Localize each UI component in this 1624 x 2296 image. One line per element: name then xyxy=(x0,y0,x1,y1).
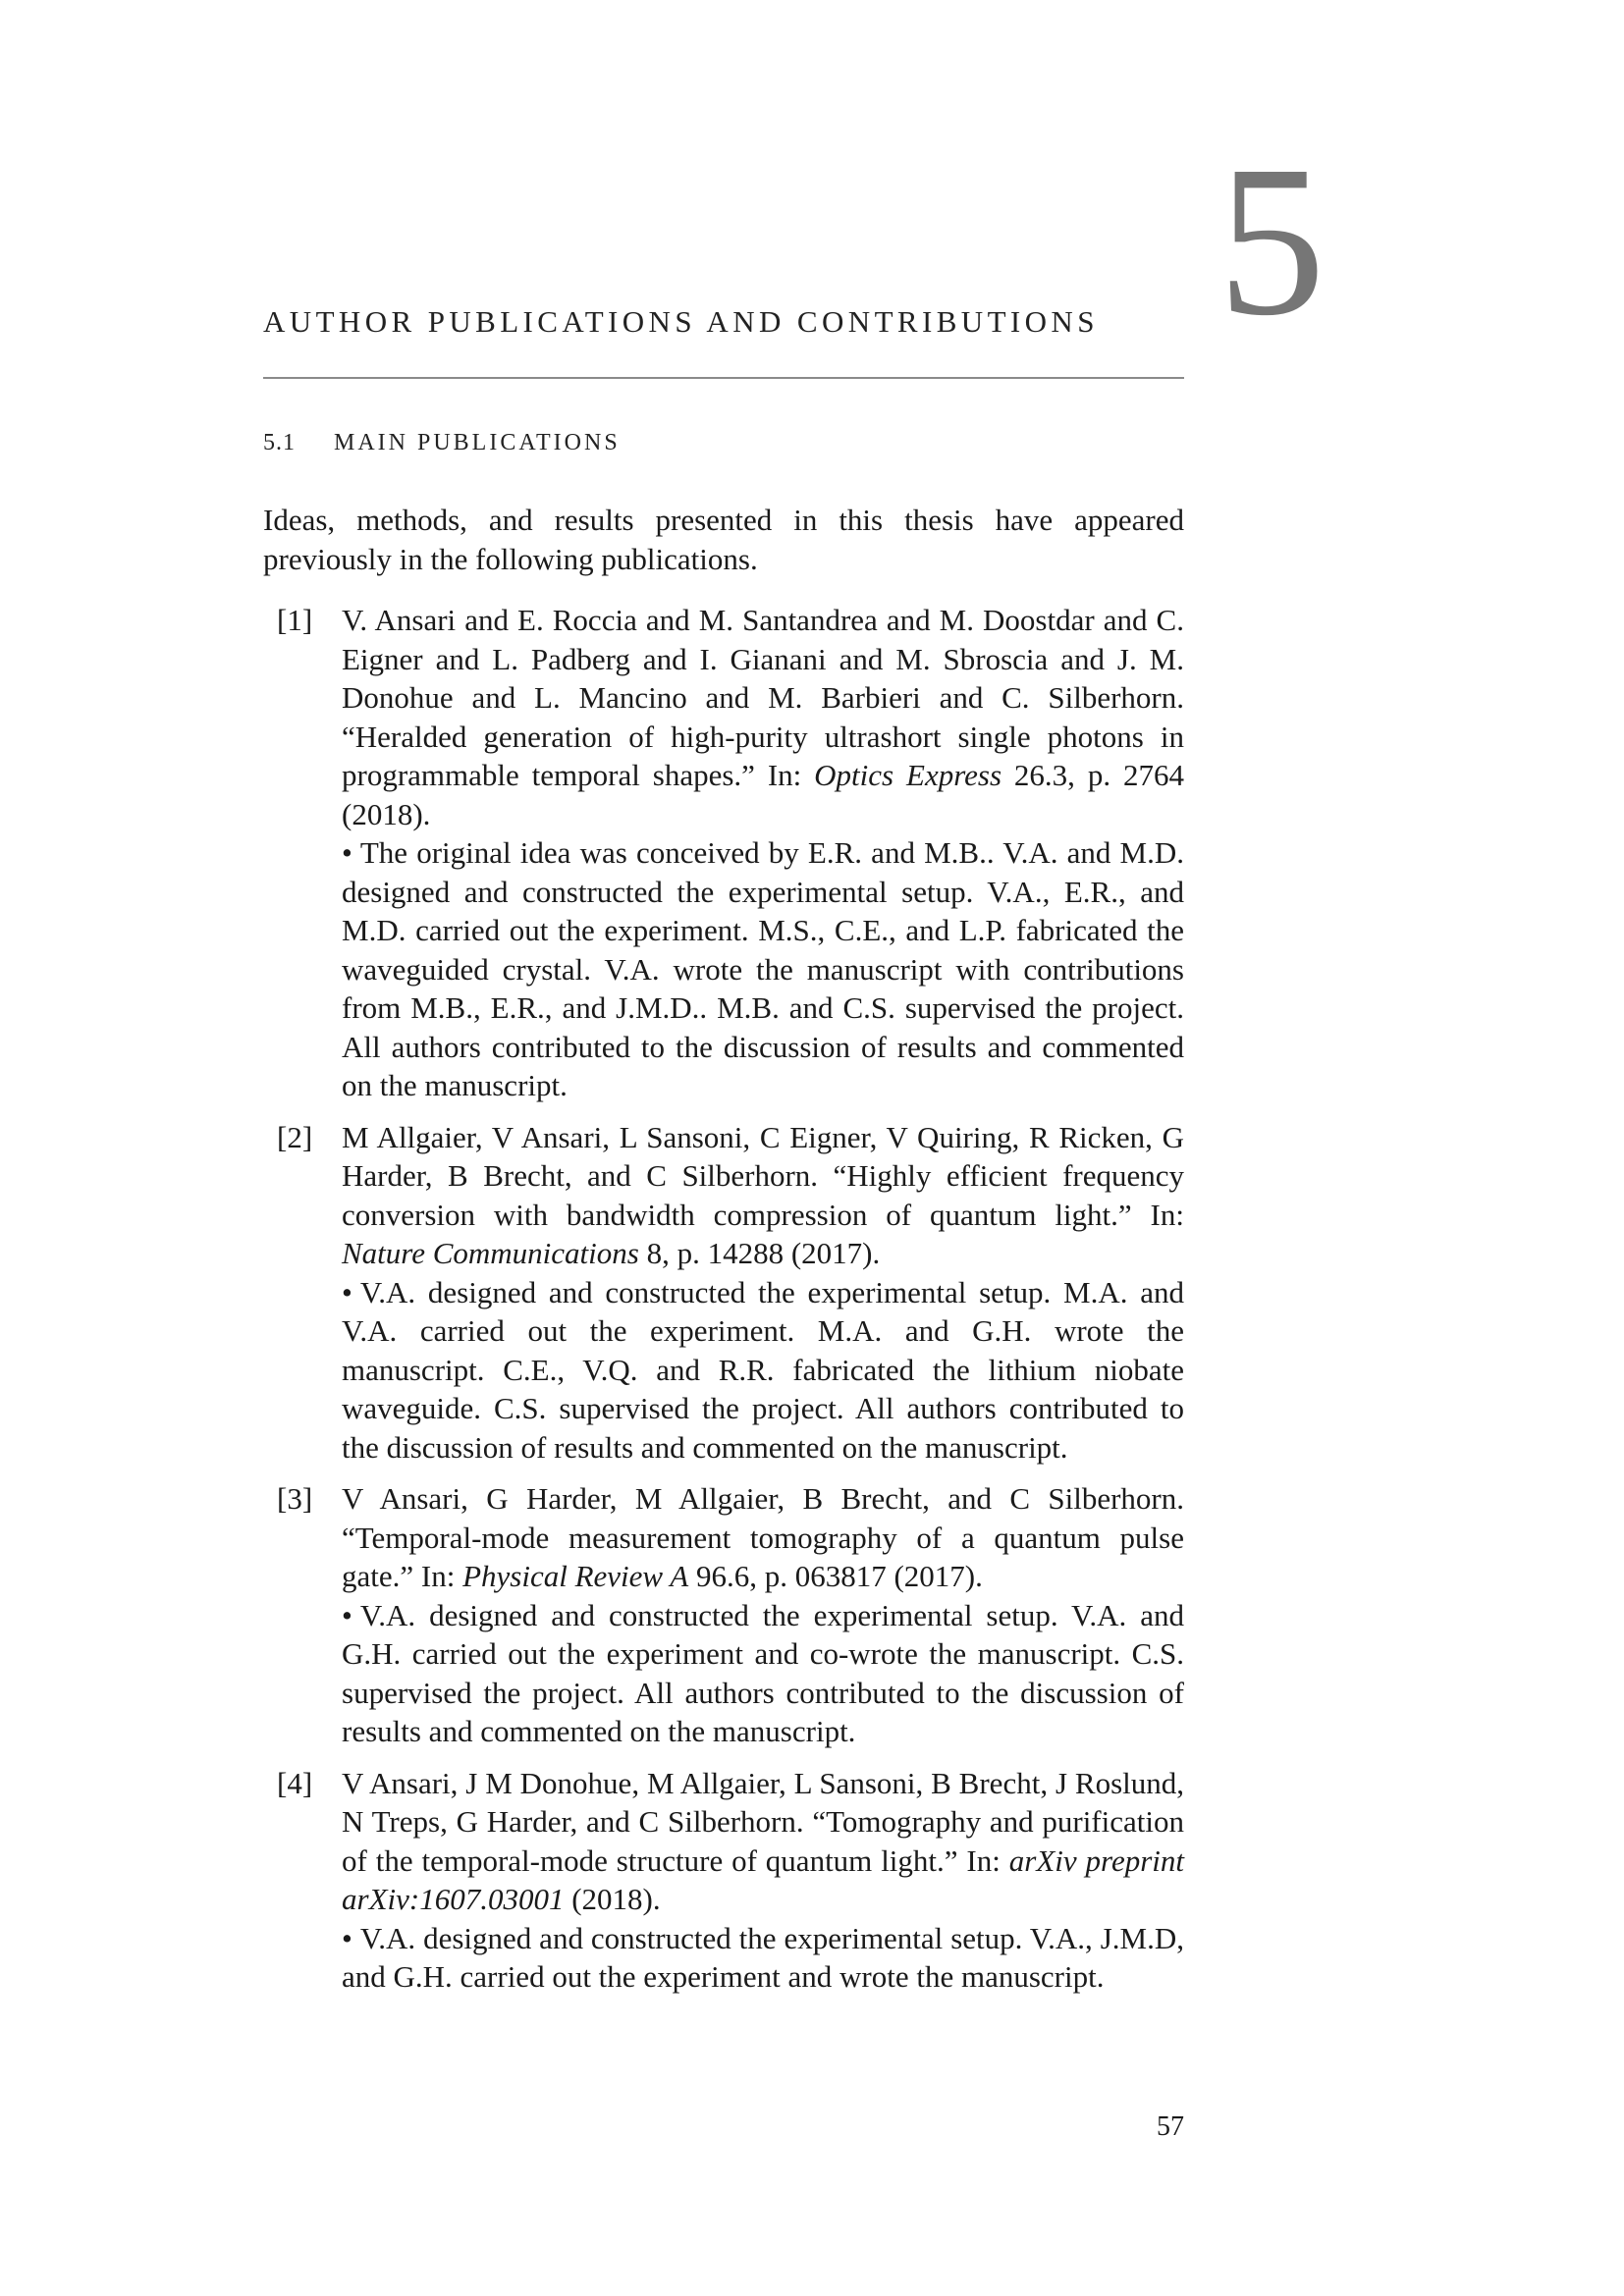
contribution-text: V.A. designed and constructed the experimental setup. V.A., J.M.D, and G.H. carried out the experiment and wrote the manuscript. xyxy=(342,1920,1184,1994)
section-heading xyxy=(263,428,621,457)
reference-authors-title: V Ansari, J M Donohue, M Allgaier, L Sansoni, B Brecht, J Roslund, N Treps, G Harder, and C Silberhorn. “Tomography and purification of the temporal-mode structure of quantum light.” In: xyxy=(342,1765,1184,1878)
publication-item xyxy=(263,1118,1184,1468)
contribution-statement xyxy=(342,1273,1184,1468)
reference-venue: Physical Review A xyxy=(462,1559,689,1593)
reference-label: [4] xyxy=(277,1765,313,1800)
publication-item xyxy=(263,1479,1184,1751)
chapter-title: AUTHOR PUBLICATIONS AND CONTRIBUTIONS xyxy=(263,304,1099,339)
reference-venue: Optics Express xyxy=(814,758,1002,792)
contribution-text: The original idea was conceived by E.R. and M.B.. V.A. and M.D. designed and constructed the experimental setup. V.A., E.R., and M.D. carried out the experiment. M.S., C.E., and L.P. fabricated the waveguided crystal. V.A. wrote the manuscript with contributions from M.B., E.R., and J.M.D.. M.B. and C.S. supervised the project. All authors contributed to the discussion of results and commented on the manuscript. xyxy=(342,835,1184,1102)
reference-venue: arXiv preprint arXiv:1607.03001 xyxy=(342,1842,1184,1916)
reference-details: 8, p. 14288 (2017). xyxy=(638,1236,881,1270)
reference-label: [1] xyxy=(277,603,313,637)
publication-list xyxy=(263,601,1184,2009)
section-number: 5.1 xyxy=(263,430,296,455)
publication-item xyxy=(263,1764,1184,1997)
bullet-icon: • xyxy=(342,1597,352,1632)
contribution-statement xyxy=(342,833,1184,1105)
bullet-icon: • xyxy=(342,1274,352,1309)
intro-paragraph: Ideas, methods, and results presented in this thesis have appeared previously in the following publications. xyxy=(263,503,1184,576)
reference-authors-title: V Ansari, G Harder, M Allgaier, B Brecht, and C Silberhorn. “Temporal-mode measurement tomography of a quantum pulse gate.” In: xyxy=(342,1481,1184,1593)
reference-details: (2018). xyxy=(564,1882,661,1916)
chapter-number: 5 xyxy=(1218,121,1326,360)
contribution-statement xyxy=(342,1596,1184,1751)
reference-details: 26.3, p. 2764 (2018). xyxy=(342,758,1184,831)
reference-label: [2] xyxy=(277,1119,313,1154)
reference-venue: Nature Communications xyxy=(342,1236,639,1270)
reference-citation xyxy=(342,601,1184,833)
reference-authors-title: V. Ansari and E. Roccia and M. Santandrea and M. Doostdar and C. Eigner and L. Padberg and I. Gianani and M. Sbroscia and J. M. Donohue and L. Mancino and M. Barbieri and C. Silberhorn. “Heralded generation of high-purity ultrashort single photons in programmable temporal shapes.” In: xyxy=(342,603,1184,792)
section-title: MAIN PUBLICATIONS xyxy=(334,430,621,455)
reference-citation xyxy=(342,1118,1184,1273)
reference-citation xyxy=(342,1764,1184,1919)
publication-item xyxy=(263,601,1184,1105)
reference-authors-title: M Allgaier, V Ansari, L Sansoni, C Eigner, V Quiring, R Ricken, G Harder, B Brecht, and C Silberhorn. “Highly efficient frequency conversion with bandwidth compression of quantum light.” In: xyxy=(342,1119,1184,1232)
contribution-statement xyxy=(342,1919,1184,1997)
bullet-icon: • xyxy=(342,1920,352,1955)
contribution-text: V.A. designed and constructed the experimental setup. M.A. and V.A. carried out the experiment. M.A. and G.H. wrote the manuscript. C.E., V.Q. and R.R. fabricated the lithium niobate waveguide. C.S. supervised the project. All authors contributed to the discussion of results and commented on the manuscript. xyxy=(342,1274,1184,1465)
reference-citation xyxy=(342,1479,1184,1596)
page-number: 57 xyxy=(1157,2111,1184,2142)
reference-details: 96.6, p. 063817 (2017). xyxy=(688,1559,983,1593)
bullet-icon: • xyxy=(342,835,352,870)
reference-label: [3] xyxy=(277,1481,313,1516)
contribution-text: V.A. designed and constructed the experimental setup. V.A. and G.H. carried out the experiment and co-wrote the manuscript. C.S. supervised the project. All authors contributed to the discussion of results and commented on the manuscript. xyxy=(342,1597,1184,1748)
chapter-title-rule xyxy=(263,377,1184,379)
